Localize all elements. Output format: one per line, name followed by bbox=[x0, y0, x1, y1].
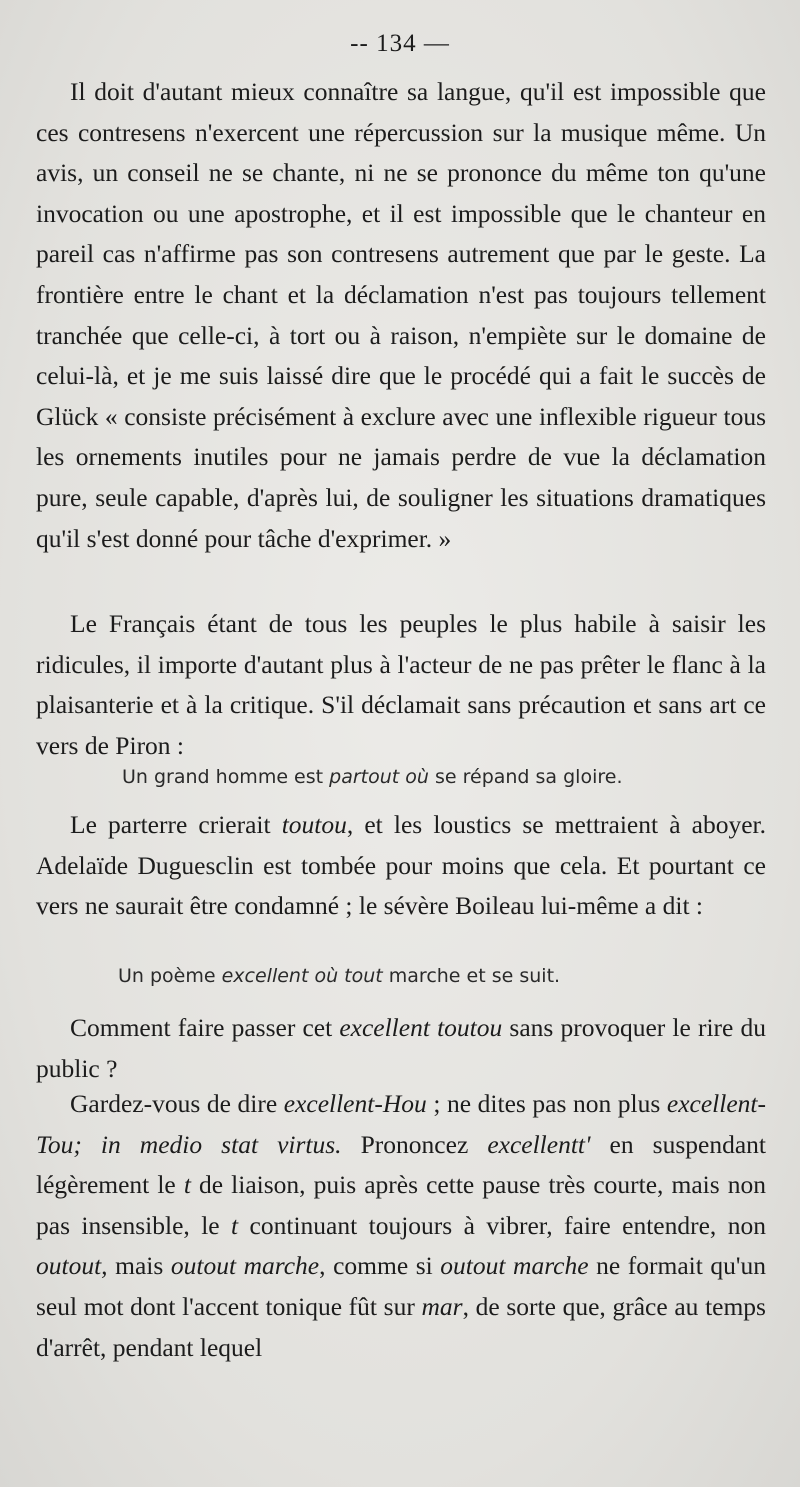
p5-j: , de sorte que, grâce au temps d'arrêt, pendant lequel bbox=[36, 1291, 766, 1362]
paragraph-5-text bbox=[36, 1084, 766, 1368]
p5-it4: t bbox=[183, 1170, 191, 1200]
paragraph-5 bbox=[36, 1084, 766, 1368]
p5-it2: excellent-Tou; in medio stat virtus. bbox=[36, 1089, 766, 1159]
p4-italic: excellent toutou bbox=[339, 1013, 503, 1042]
paragraph-3 bbox=[36, 805, 766, 927]
p5-f: continuant toujours à vibrer, faire entendre, non bbox=[238, 1210, 766, 1240]
p4-part-a: Comment faire passer cet bbox=[70, 1013, 340, 1042]
p5-c: Prononcez bbox=[341, 1129, 488, 1159]
paragraph-2-text: Le Français étant de tous les peuples le plus habile à saisir les ridicules, il importe d'autant plus à l'acteur de ne pas prêter le flanc à la plaisanterie et à la critique. S'il déclamait sans précaution et sans art ce vers de Piron : bbox=[36, 609, 766, 760]
verse-1-italic: partout où bbox=[329, 766, 429, 788]
p3-italic-toutou: toutou bbox=[281, 810, 347, 839]
p3-part-b: , et les loustics se mettraient à aboyer. Adelaïde Duguesclin est tombée pour moins que cela. Et pourtant ce vers ne saurait être condamné ; le sévère Boileau lui-même a dit : bbox=[36, 810, 766, 921]
p5-g: mais bbox=[107, 1251, 171, 1281]
paragraph-1-text: Il doit d'autant mieux connaître sa langue, qu'il est impossible que ces contresens n'exercent une répercussion sur la musique même. Un avis, un conseil ne se chante, ni ne se prononce du même ton qu'une invocation ou une apostrophe, et il est impossible que le chanteur en pareil cas n'affirme pas son contresens autrement que par le geste. La frontière entre le chant et la déclamation n'est pas toujours tellement tranchée que celle-ci, à tort ou à raison, n'empiète sur le domaine de celui-là, et je me suis laissé dire que le procédé qui a fait le succès de Glück « consiste précisément à exclure avec une inflexible rigueur tous les ornements inutiles pour ne jamais perdre de vue la déclamation pure, seule capable, d'après lui, de souligner les situations dramatiques qu'il s'est donné pour tâche d'exprimer. » bbox=[36, 77, 766, 553]
paragraph-2 bbox=[36, 604, 766, 766]
p5-it1: excellent-Hou bbox=[283, 1089, 427, 1118]
p5-it9: mar bbox=[421, 1291, 463, 1321]
p5-it5: t bbox=[231, 1210, 239, 1240]
p5-it7: outout marche bbox=[170, 1251, 320, 1281]
verse-1-after: se répand sa gloire. bbox=[428, 766, 623, 788]
verse-2-before: Un poème bbox=[118, 965, 222, 987]
paragraph-3-text bbox=[36, 805, 766, 927]
paragraph-4 bbox=[36, 1008, 766, 1089]
p5-it3: excellentt' bbox=[487, 1129, 591, 1159]
page-number: -- 134 — bbox=[350, 30, 450, 57]
verse-2-italic: excellent où tout bbox=[221, 965, 383, 987]
p5-it6: outout, bbox=[36, 1251, 108, 1281]
p5-it8: outout marche bbox=[440, 1251, 589, 1281]
p5-a: Gardez-vous de dire bbox=[70, 1089, 284, 1118]
p3-part-a: Le parterre crierait bbox=[70, 810, 282, 839]
p5-h: , comme si bbox=[319, 1251, 441, 1281]
p5-b: ; ne dites pas non plus bbox=[426, 1089, 667, 1118]
paragraph-4-text bbox=[36, 1008, 766, 1089]
verse-quote-piron bbox=[0, 766, 800, 788]
paragraph-1 bbox=[36, 72, 766, 559]
p5-d: en suspendant légèrement le bbox=[36, 1129, 766, 1200]
p5-i: ne formait qu'un seul mot dont l'accent tonique fût sur bbox=[36, 1251, 767, 1321]
verse-quote-boileau bbox=[0, 965, 800, 987]
verse-1-before: Un grand homme est bbox=[122, 766, 330, 788]
verse-2-after: marche et se suit. bbox=[382, 965, 561, 987]
p4-part-b: sans provoquer le rire du public ? bbox=[36, 1013, 766, 1083]
p5-e: de liaison, puis après cette pause très courte, mais non pas insensible, le bbox=[36, 1170, 767, 1240]
